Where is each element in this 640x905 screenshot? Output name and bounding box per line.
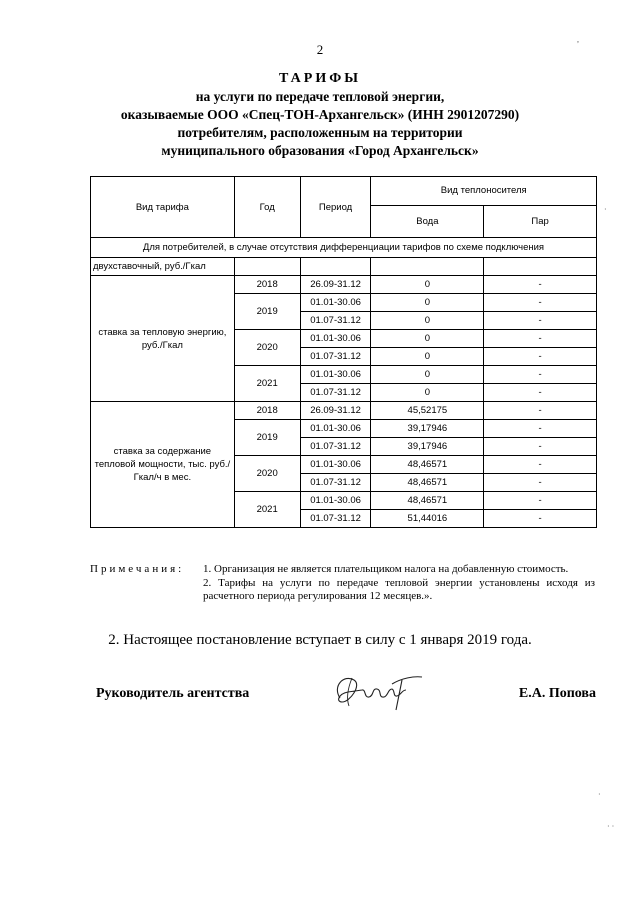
- note-item: 1. Организация не является плательщиком налога на добавленную стоимость.: [203, 563, 569, 575]
- water-value-cell: 48,46571: [371, 492, 484, 510]
- water-value-cell: 0: [371, 366, 484, 384]
- table-cell: [484, 258, 597, 276]
- period-cell: 01.01-30.06: [300, 330, 371, 348]
- period-cell: 01.01-30.06: [300, 366, 371, 384]
- effective-date-text: 2. Настоящее постановление вступает в силу с 1 января 2019 года.: [108, 632, 532, 648]
- water-value-cell: 0: [371, 384, 484, 402]
- year-cell: 2019: [234, 420, 300, 456]
- table-row: [91, 402, 597, 420]
- period-cell: 01.01-30.06: [300, 420, 371, 438]
- title-line: потребителям, расположенным на территории: [177, 125, 463, 140]
- header-carrier: Вид теплоносителя: [371, 177, 597, 206]
- water-value-cell: 0: [371, 294, 484, 312]
- title-heading: ТАРИФЫ: [279, 71, 361, 86]
- signature-block: [96, 683, 596, 713]
- period-cell: 01.07-31.12: [300, 348, 371, 366]
- steam-value-cell: -: [484, 348, 597, 366]
- header-steam: Пар: [484, 205, 597, 237]
- steam-value-cell: -: [484, 276, 597, 294]
- header-period: Период: [300, 177, 371, 238]
- steam-value-cell: -: [484, 438, 597, 456]
- period-cell: 01.07-31.12: [300, 474, 371, 492]
- year-cell: 2021: [234, 366, 300, 402]
- steam-value-cell: -: [484, 312, 597, 330]
- water-value-cell: 51,44016: [371, 510, 484, 528]
- steam-value-cell: -: [484, 294, 597, 312]
- period-cell: 01.07-31.12: [300, 384, 371, 402]
- water-value-cell: 39,17946: [371, 438, 484, 456]
- title-line: муниципального образования «Город Архангельск»: [161, 143, 479, 158]
- signatory-position: Руководитель агентства: [96, 686, 250, 701]
- steam-value-cell: -: [484, 510, 597, 528]
- steam-value-cell: -: [484, 474, 597, 492]
- scan-mark: ·: [598, 790, 601, 799]
- period-cell: 01.01-30.06: [300, 294, 371, 312]
- note-item: 2. Тарифы на услуги по передаче тепловой энергии установлены исходя из расчетного периода регулирования 12 месяцев.».: [203, 576, 595, 602]
- scan-mark: ·: [604, 205, 607, 214]
- table-cell: [234, 258, 300, 276]
- steam-value-cell: -: [484, 402, 597, 420]
- water-value-cell: 39,17946: [371, 420, 484, 438]
- water-value-cell: 48,46571: [371, 456, 484, 474]
- period-cell: 01.07-31.12: [300, 312, 371, 330]
- water-value-cell: 48,46571: [371, 474, 484, 492]
- steam-value-cell: -: [484, 492, 597, 510]
- table-subheader: Для потребителей, в случае отсутствия дифференциации тарифов по схеме подключения: [91, 238, 597, 258]
- steam-value-cell: -: [484, 366, 597, 384]
- table-row: [91, 276, 597, 294]
- year-cell: 2018: [234, 276, 300, 294]
- period-cell: 01.07-31.12: [300, 438, 371, 456]
- water-value-cell: 0: [371, 312, 484, 330]
- document-title: [60, 70, 580, 160]
- year-cell: 2019: [234, 294, 300, 330]
- page-number: 2: [316, 42, 324, 57]
- tariff-table: [90, 176, 597, 528]
- header-year: Год: [234, 177, 300, 238]
- title-line: оказываемые ООО «Спец-ТОН-Архангельск» (ИНН 2901207290): [120, 107, 520, 122]
- two-part-tariff-label: двухставочный, руб./Гкал: [91, 258, 235, 276]
- period-cell: 26.09-31.12: [300, 402, 371, 420]
- notes: [90, 563, 595, 604]
- scan-mark: ,: [577, 35, 579, 44]
- year-cell: 2018: [234, 402, 300, 420]
- steam-value-cell: -: [484, 384, 597, 402]
- table-cell: [300, 258, 371, 276]
- steam-value-cell: -: [484, 456, 597, 474]
- header-water: Вода: [371, 205, 484, 237]
- table-cell: [371, 258, 484, 276]
- water-value-cell: 0: [371, 330, 484, 348]
- signatory-name: Е.А. Попова: [518, 686, 596, 701]
- water-value-cell: 0: [371, 276, 484, 294]
- notes-label: Примечания:: [90, 563, 185, 575]
- year-cell: 2020: [234, 456, 300, 492]
- year-cell: 2020: [234, 330, 300, 366]
- water-value-cell: 0: [371, 348, 484, 366]
- period-cell: 01.07-31.12: [300, 510, 371, 528]
- period-cell: 26.09-31.12: [300, 276, 371, 294]
- year-cell: 2021: [234, 492, 300, 528]
- header-tariff-type: Вид тарифа: [91, 177, 235, 238]
- water-value-cell: 45,52175: [371, 402, 484, 420]
- tariff-group-label: ставка за тепловую энергию, руб./Гкал: [91, 276, 235, 402]
- tariff-group-label: ставка за содержание тепловой мощности, тыс. руб./Гкал/ч в мес.: [91, 402, 235, 528]
- period-cell: 01.01-30.06: [300, 456, 371, 474]
- title-line: на услуги по передаче тепловой энергии,: [195, 89, 445, 104]
- steam-value-cell: -: [484, 330, 597, 348]
- handwritten-signature: [322, 668, 432, 714]
- scan-mark: · ·: [607, 822, 615, 831]
- period-cell: 01.01-30.06: [300, 492, 371, 510]
- steam-value-cell: -: [484, 420, 597, 438]
